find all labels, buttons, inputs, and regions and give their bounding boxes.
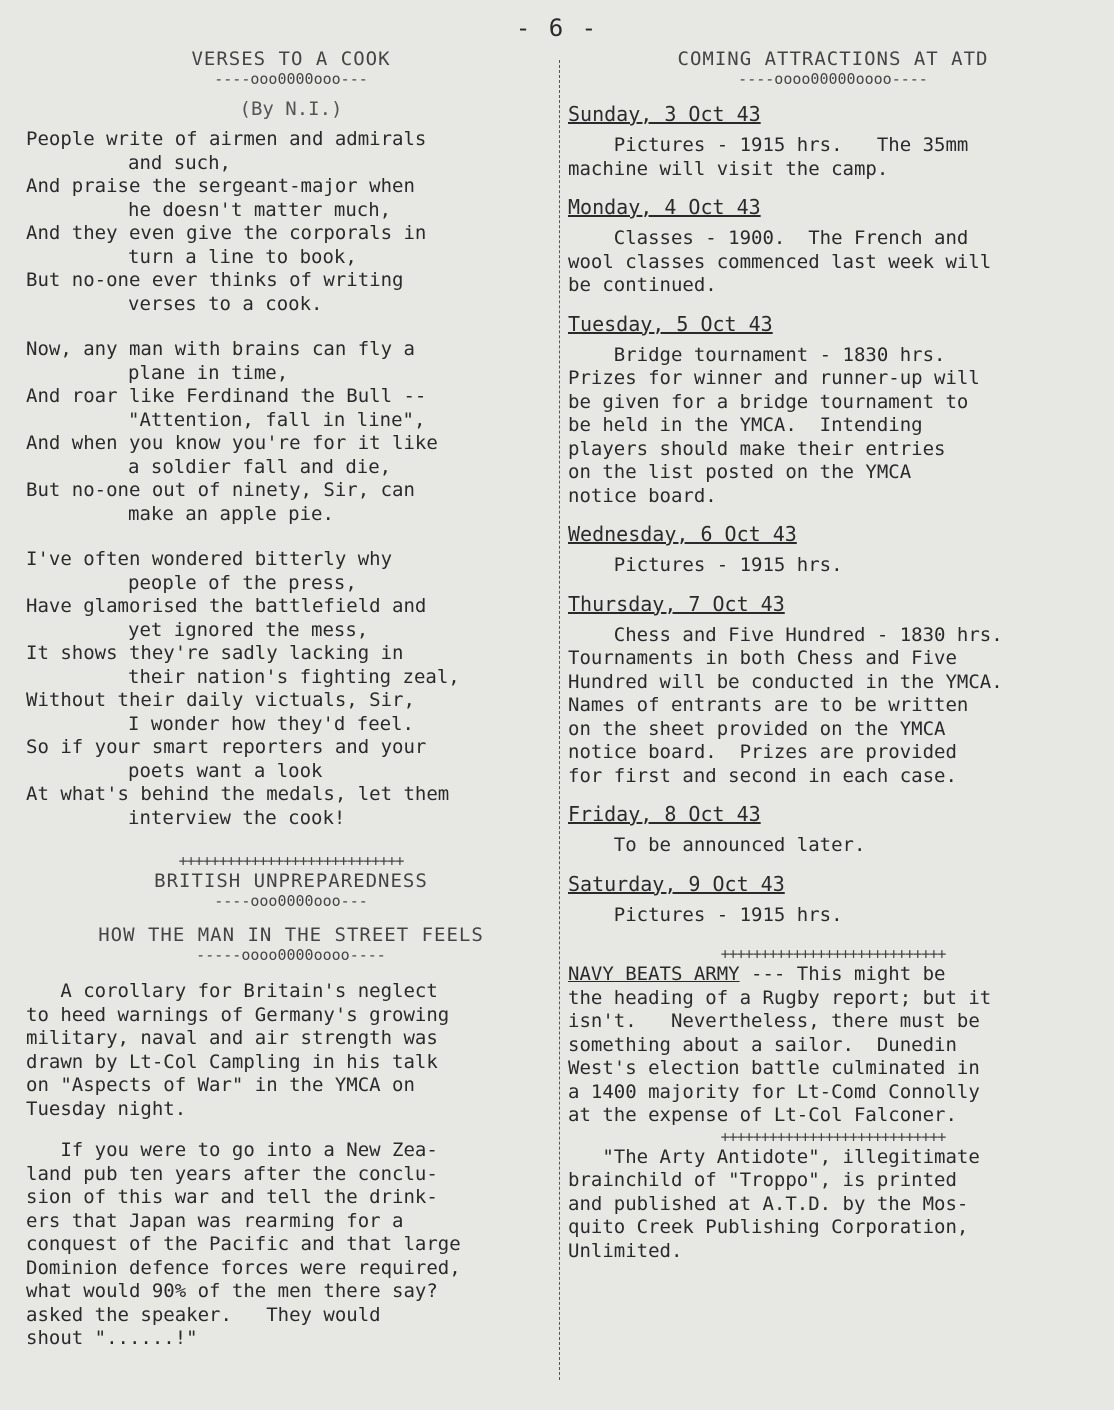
day-entry: Classes - 1900. The French and wool classes commenced last week will be continued.: [568, 227, 992, 296]
colophon: "The Arty Antidote", illegitimate brainchild of "Troppo", is printed and published at A.T.D. by the Mos- quito Creek Publishing Corporation, Unlimited.: [568, 1145, 980, 1262]
poem-line: "Attention, fall in line",: [128, 408, 426, 431]
day-heading: Saturday, 9 Oct 43: [568, 871, 785, 896]
poem-line: I wonder how they'd feel.: [128, 712, 414, 735]
poem-line: yet ignored the mess,: [128, 618, 369, 641]
poem-line: Have glamorised the battlefield and: [26, 595, 427, 617]
poem-line: interview the cook!: [128, 806, 346, 829]
poem-line: I've often wondered bitterly why: [26, 548, 393, 570]
poem-line: turn a line to book,: [128, 245, 357, 268]
poem-line: And praise the sergeant-major when: [26, 175, 415, 197]
poem-byline: (By N.I.): [239, 98, 343, 120]
article-ornament: ----ooo0000ooo---: [214, 892, 368, 910]
attractions-ornament: ----oooo00000oooo----: [738, 70, 928, 88]
poem-line: plane in time,: [128, 361, 289, 384]
right-column: [568, 48, 1098, 1263]
day-entry: Bridge tournament - 1830 hrs. Prizes for winner and runner-up will be given for a bridge tournament to be held in the YMCA. Intending players should make their entries on the list posted on the YMCA notice board.: [568, 343, 980, 507]
poem-stanza: [26, 128, 556, 316]
poem-line: But no-one ever thinks of writing: [26, 269, 404, 291]
article-paragraph-2: If you were to go into a New Zea- land pub ten years after the conclu- sion of this war and tell the drink- ers that Japan was rearming for a conquest of the Pacific and that large Dominion defence forces were required, what would 90% of the men there say? asked the speaker. They would shout "......!": [26, 1139, 461, 1349]
day-heading: Wednesday, 6 Oct 43: [568, 522, 797, 546]
attractions-title: COMING ATTRACTIONS AT ATD: [677, 48, 989, 70]
page-number: - 6 -: [515, 14, 599, 42]
poem-stanza: [26, 548, 556, 830]
poem-line: poets want a look: [128, 759, 323, 782]
poem-line: Now, any man with brains can fly a: [26, 338, 415, 360]
article-subornament: -----oooo0000oooo----: [196, 946, 386, 964]
poem-line: It shows they're sadly lacking in: [26, 642, 404, 664]
day-heading: Friday, 8 Oct 43: [568, 802, 761, 826]
poem-line: At what's behind the medals, let them: [26, 783, 450, 805]
separator-top: ++++++++++++++++++++++++++++: [720, 945, 946, 963]
poem: [26, 128, 556, 830]
day-entry: To be announced later.: [568, 834, 866, 856]
article-title: BRITISH UNPREPAREDNESS: [154, 870, 428, 892]
day-entry: Chess and Five Hundred - 1830 hrs. Tournaments in both Chess and Five Hundred will be conducted in the YMCA. Names of entrants are to be written on the sheet provided on the YMCA notice board. Prizes are provided for first and second in each case.: [568, 623, 1003, 787]
day-entry: Pictures - 1915 hrs.: [568, 554, 843, 576]
poem-line: make an apple pie.: [128, 502, 334, 525]
navy-text-first: --- This might be: [739, 963, 946, 985]
poem-ornament: ----ooo0000ooo---: [214, 70, 368, 88]
poem-line: verses to a cook.: [128, 292, 323, 315]
day-heading: Monday, 4 Oct 43: [568, 195, 761, 219]
day-heading: Tuesday, 5 Oct 43: [568, 311, 773, 336]
poem-line: People write of airmen and admirals: [26, 128, 427, 150]
poem-line: But no-one out of ninety, Sir, can: [26, 479, 415, 501]
article-subtitle: HOW THE MAN IN THE STREET FEELS: [98, 924, 484, 946]
schedule: [568, 102, 1098, 927]
navy-heading: NAVY BEATS ARMY: [568, 963, 740, 985]
poem-line: And roar like Ferdinand the Bull --: [26, 385, 427, 407]
left-column: [26, 48, 556, 1351]
poem-line: and such,: [128, 151, 231, 174]
poem-stanza: [26, 338, 556, 526]
separator-bottom: ++++++++++++++++++++++++++++: [720, 1127, 946, 1146]
poem-line: he doesn't matter much,: [128, 198, 392, 221]
poem-line: their nation's fighting zeal,: [128, 665, 460, 688]
poem-title: VERSES TO A COOK: [191, 48, 391, 70]
day-entry: Pictures - 1915 hrs.: [568, 903, 843, 926]
poem-line: people of the press,: [128, 571, 357, 594]
poem-line: And they even give the corporals in: [26, 222, 427, 244]
day-heading: Thursday, 7 Oct 43: [568, 591, 785, 616]
navy-paragraph: [568, 963, 1098, 1128]
article-paragraph-1: A corollary for Britain's neglect to heed warnings of Germany's growing military, naval and air strength was drawn by Lt-Col Campling in his talk on "Aspects of War" in the YMCA on Tuesday night.: [26, 980, 450, 1120]
poem-line: And when you know you're for it like: [26, 432, 438, 454]
poem-line: So if your smart reporters and your: [26, 736, 427, 758]
poem-line: a soldier fall and die,: [128, 455, 392, 478]
day-heading: Sunday, 3 Oct 43: [568, 102, 761, 126]
poem-line: Without their daily victuals, Sir,: [26, 689, 415, 711]
column-divider: [559, 60, 560, 1380]
navy-text-rest: the heading of a Rugby report; but it isn't. Nevertheless, there must be something about a sailor. Dunedin West's election battle culminated in a 1400 majority for Lt-Comd Connolly at the expense of Lt-Col Falconer.: [568, 986, 992, 1126]
day-entry: Pictures - 1915 hrs. The 35mm machine will visit the camp.: [568, 134, 969, 180]
separator: ++++++++++++++++++++++++++++: [178, 852, 404, 870]
